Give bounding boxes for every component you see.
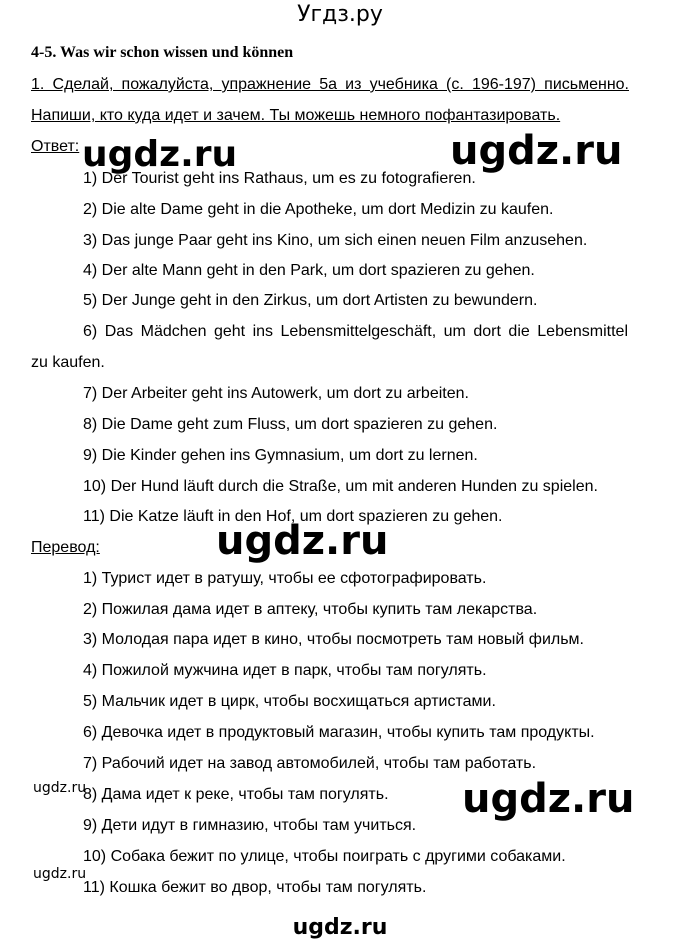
watermark: ugdz.ru bbox=[462, 776, 635, 822]
translation-item-8: 8) Дама идет к реке, чтобы там погулять. bbox=[83, 786, 389, 803]
footer-watermark: ugdz.ru bbox=[292, 915, 388, 940]
task-line-2: Напиши, кто куда идет и зачем. Ты можешь немного пофантазировать. bbox=[31, 107, 561, 124]
translation-item-1: 1) Турист идет в ратушу, чтобы ее сфотографировать. bbox=[83, 570, 487, 587]
translation-item-4: 4) Пожилой мужчина идет в парк, чтобы там погулять. bbox=[83, 662, 487, 679]
answer-item-3: 3) Das junge Paar geht ins Kino, um sich einen neuen Film anzusehen. bbox=[83, 232, 588, 249]
answer-label: Ответ: bbox=[31, 138, 80, 155]
translation-item-2: 2) Пожилая дама идет в аптеку, чтобы купить там лекарства. bbox=[83, 601, 538, 618]
translation-item-9: 9) Дети идут в гимназию, чтобы там учиться. bbox=[83, 817, 417, 834]
answer-item-5: 5) Der Junge geht in den Zirkus, um dort Artisten zu bewundern. bbox=[83, 292, 538, 309]
answer-item-8: 8) Die Dame geht zum Fluss, um dort spazieren zu gehen. bbox=[83, 416, 498, 433]
answer-item-11: 11) Die Katze läuft in den Hof, um dort spazieren zu gehen. bbox=[83, 508, 503, 525]
translation-label: Перевод: bbox=[31, 539, 100, 556]
watermark: ugdz.ru bbox=[82, 134, 238, 175]
translation-item-5: 5) Мальчик идет в цирк, чтобы восхищаться артистами. bbox=[83, 693, 496, 710]
answer-item-1: 1) Der Tourist geht ins Rathaus, um es zu fotografieren. bbox=[83, 170, 476, 187]
translation-item-6: 6) Девочка идет в продуктовый магазин, чтобы купить там продукты. bbox=[83, 724, 595, 741]
task-line-1: 1. Сделай, пожалуйста, упражнение 5а из учебника (с. 196-197) письменно. bbox=[31, 76, 629, 93]
site-title: Угдз.ру bbox=[297, 2, 383, 27]
answer-item-2: 2) Die alte Dame geht in die Apotheke, um dort Medizin zu kaufen. bbox=[83, 201, 554, 218]
watermark: ugdz.ru bbox=[33, 780, 87, 796]
answer-item-10: 10) Der Hund läuft durch die Straße, um mit anderen Hunden zu spielen. bbox=[83, 478, 598, 495]
answer-item-6-continued: zu kaufen. bbox=[31, 354, 105, 371]
answer-item-9: 9) Die Kinder gehen ins Gymnasium, um dort zu lernen. bbox=[83, 447, 478, 464]
translation-item-11: 11) Кошка бежит во двор, чтобы там погулять. bbox=[83, 879, 427, 896]
answer-item-7: 7) Der Arbeiter geht ins Autowerk, um dort zu arbeiten. bbox=[83, 385, 469, 402]
translation-item-10: 10) Собака бежит по улице, чтобы поиграть с другими собаками. bbox=[83, 848, 566, 865]
watermark: ugdz.ru bbox=[450, 128, 623, 174]
answer-item-6: 6) Das Mädchen geht ins Lebensmittelgeschäft, um dort die Lebensmittel bbox=[83, 323, 628, 340]
section-heading: 4-5. Was wir schon wissen und können bbox=[31, 44, 294, 61]
watermark: ugdz.ru bbox=[33, 866, 87, 882]
watermark: ugdz.ru bbox=[216, 518, 389, 564]
answer-item-4: 4) Der alte Mann geht in den Park, um dort spazieren zu gehen. bbox=[83, 262, 535, 279]
translation-item-7: 7) Рабочий идет на завод автомобилей, чтобы там работать. bbox=[83, 755, 537, 772]
translation-item-3: 3) Молодая пара идет в кино, чтобы посмотреть там новый фильм. bbox=[83, 631, 584, 648]
